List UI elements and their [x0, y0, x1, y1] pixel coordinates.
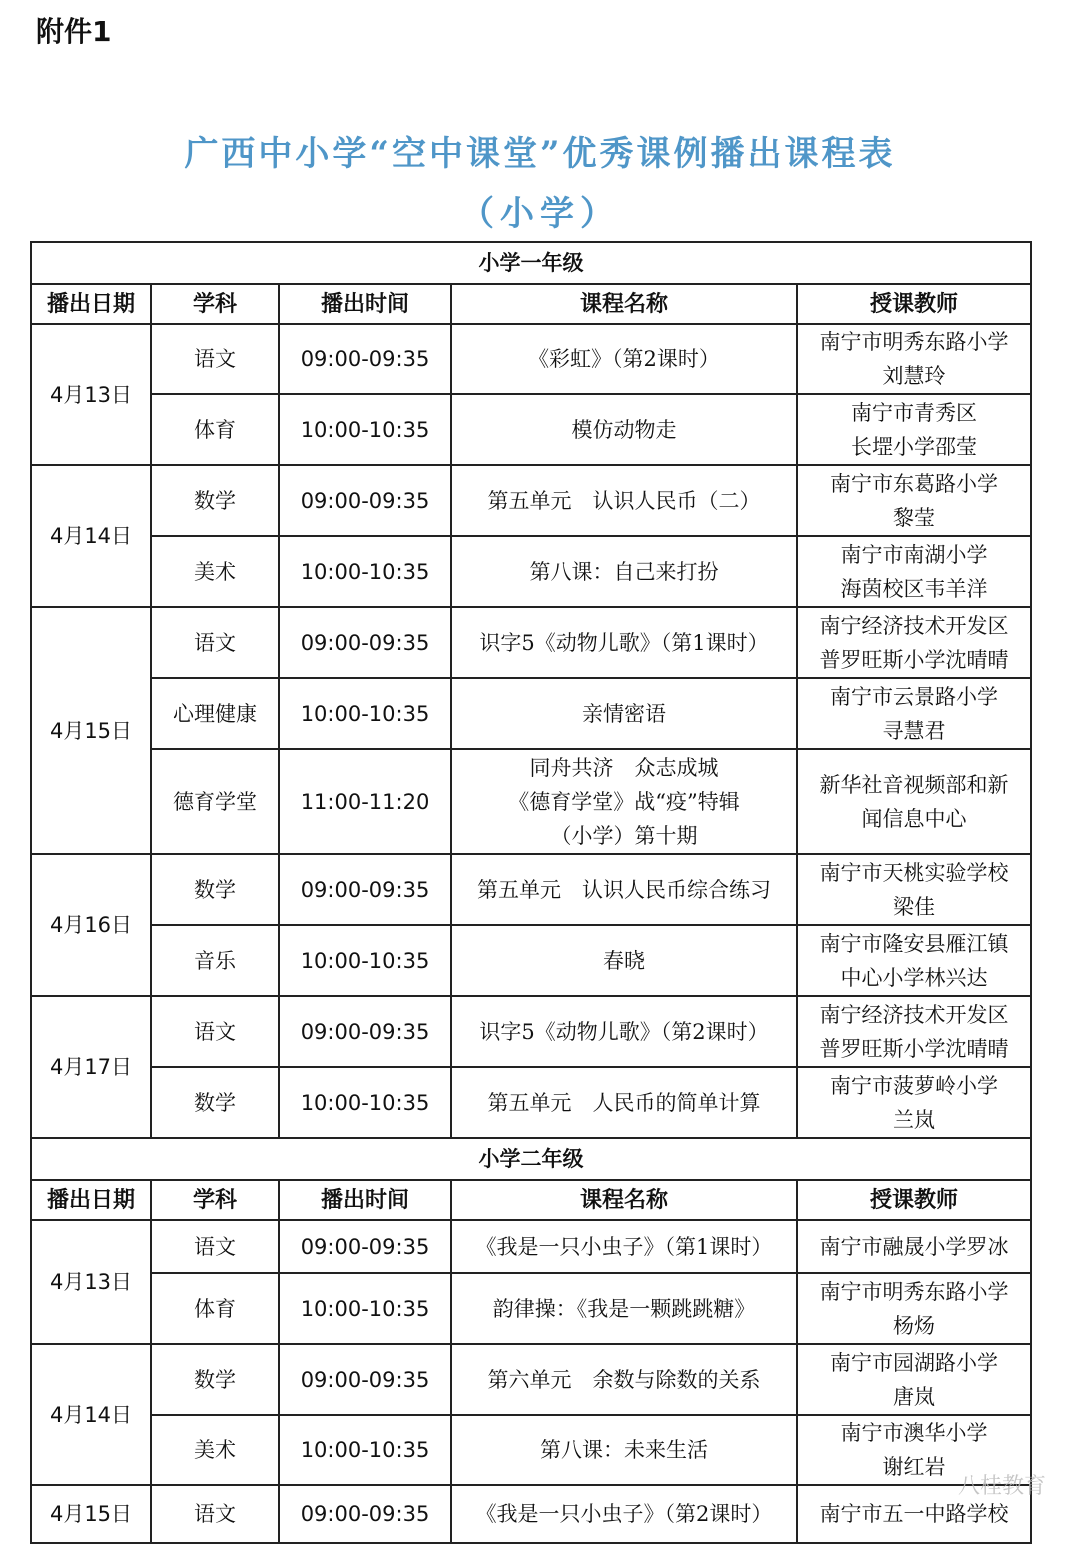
teacher-line: 南宁市东葛路小学 — [830, 471, 998, 496]
teacher-cell — [797, 1344, 1031, 1415]
table-row — [31, 536, 1031, 607]
time-cell: 11:00-11:20 — [279, 749, 451, 854]
table-row — [31, 1344, 1031, 1415]
table-row — [31, 925, 1031, 996]
teacher-line: 南宁市菠萝岭小学 — [830, 1073, 998, 1098]
teacher-line: 南宁市隆安县雁江镇 — [819, 931, 1009, 956]
subject-cell: 数学 — [151, 854, 279, 925]
section-title: 小学二年级 — [31, 1138, 1031, 1180]
course-line: 识字5《动物儿歌》（第2课时） — [479, 1019, 769, 1044]
subject-cell: 德育学堂 — [151, 749, 279, 854]
course-cell — [451, 324, 797, 394]
subject-cell: 语文 — [151, 996, 279, 1067]
course-cell — [451, 1220, 797, 1273]
teacher-cell — [797, 1273, 1031, 1344]
table-row — [31, 996, 1031, 1067]
subject-cell: 心理健康 — [151, 678, 279, 749]
time-cell: 09:00-09:35 — [279, 607, 451, 678]
subject-cell: 数学 — [151, 465, 279, 536]
teacher-line: 谢红岩 — [882, 1455, 946, 1479]
attachment-label: 附件1 — [36, 15, 112, 48]
teacher-cell — [797, 749, 1031, 854]
section-row — [31, 1138, 1031, 1180]
date-cell: 4月14日 — [31, 465, 151, 607]
table-row — [31, 1485, 1031, 1543]
teacher-line: 南宁市澳华小学 — [840, 1421, 988, 1445]
course-line: 识字5《动物儿歌》（第1课时） — [479, 630, 769, 655]
course-line: 模仿动物走 — [571, 417, 677, 442]
header-row — [31, 1180, 1031, 1220]
table-row — [31, 1067, 1031, 1138]
course-cell — [451, 854, 797, 925]
subject-cell: 语文 — [151, 607, 279, 678]
table-row — [31, 854, 1031, 925]
table-row — [31, 749, 1031, 854]
time-cell: 09:00-09:35 — [279, 1344, 451, 1415]
time-cell: 10:00-10:35 — [279, 925, 451, 996]
course-cell — [451, 1485, 797, 1543]
course-cell — [451, 1415, 797, 1485]
teacher-line: 黎莹 — [893, 505, 935, 530]
subject-cell: 语文 — [151, 324, 279, 394]
date-cell: 4月15日 — [31, 1485, 151, 1543]
course-line: 第五单元 人民币的简单计算 — [487, 1090, 761, 1115]
teacher-cell — [797, 394, 1031, 465]
date-cell: 4月15日 — [31, 607, 151, 854]
teacher-line: 普罗旺斯小学沈晴晴 — [819, 1036, 1009, 1061]
teacher-line: 新华社音视频部和新 — [819, 772, 1009, 797]
table-row — [31, 465, 1031, 536]
time-cell: 09:00-09:35 — [279, 1485, 451, 1543]
teacher-line: 南宁市云景路小学 — [830, 684, 998, 709]
teacher-line: 南宁市青秀区 — [851, 400, 977, 425]
time-cell: 09:00-09:35 — [279, 324, 451, 394]
teacher-line: 南宁市五一中路学校 — [819, 1502, 1009, 1526]
course-line: 《我是一只小虫子》（第1课时） — [475, 1234, 773, 1259]
teacher-line: 兰岚 — [893, 1107, 935, 1132]
header-time: 播出时间 — [279, 284, 451, 324]
table-row — [31, 1273, 1031, 1344]
teacher-cell — [797, 925, 1031, 996]
teacher-line: 杨炀 — [893, 1313, 935, 1338]
teacher-line: 南宁市融晟小学罗冰 — [819, 1234, 1009, 1259]
course-cell — [451, 607, 797, 678]
course-line: 第六单元 余数与除数的关系 — [487, 1367, 761, 1392]
course-cell — [451, 465, 797, 536]
course-cell — [451, 1344, 797, 1415]
teacher-line: 寻慧君 — [882, 718, 946, 743]
time-cell: 10:00-10:35 — [279, 678, 451, 749]
date-cell: 4月13日 — [31, 1220, 151, 1344]
course-line: 同舟共济 众志成城 — [529, 755, 719, 780]
subject-cell: 美术 — [151, 536, 279, 607]
table-row — [31, 607, 1031, 678]
course-line: 第五单元 认识人民币（二） — [487, 488, 761, 513]
course-cell — [451, 925, 797, 996]
header-subject: 学科 — [151, 1180, 279, 1220]
course-cell — [451, 996, 797, 1067]
course-cell — [451, 536, 797, 607]
teacher-line: 海茵校区韦羊洋 — [840, 576, 988, 601]
table-row — [31, 1220, 1031, 1273]
teacher-cell — [797, 1067, 1031, 1138]
teacher-cell — [797, 678, 1031, 749]
teacher-cell — [797, 324, 1031, 394]
course-line: 第八课：自己来打扮 — [529, 559, 719, 584]
course-line: 春晓 — [603, 948, 645, 973]
teacher-line: 南宁市明秀东路小学 — [819, 1279, 1009, 1304]
teacher-line: 南宁经济技术开发区 — [819, 613, 1009, 638]
time-cell: 10:00-10:35 — [279, 536, 451, 607]
course-line: 《德育学堂》战“疫”特辑 — [508, 789, 740, 814]
time-cell: 10:00-10:35 — [279, 1415, 451, 1485]
subject-cell: 数学 — [151, 1067, 279, 1138]
teacher-line: 梁佳 — [893, 894, 935, 919]
time-cell: 09:00-09:35 — [279, 1220, 451, 1273]
course-line: （小学）第十期 — [550, 823, 698, 848]
course-line: 亲情密语 — [582, 701, 666, 726]
header-time: 播出时间 — [279, 1180, 451, 1220]
course-cell — [451, 1273, 797, 1344]
subject-cell: 体育 — [151, 1273, 279, 1344]
time-cell: 10:00-10:35 — [279, 394, 451, 465]
teacher-line: 南宁市南湖小学 — [840, 542, 988, 567]
teacher-cell — [797, 465, 1031, 536]
teacher-line: 南宁市明秀东路小学 — [819, 330, 1009, 354]
teacher-line: 刘慧玲 — [882, 364, 946, 388]
teacher-cell — [797, 536, 1031, 607]
header-subject: 学科 — [151, 284, 279, 324]
header-teacher: 授课教师 — [797, 1180, 1031, 1220]
time-cell: 09:00-09:35 — [279, 854, 451, 925]
table-row — [31, 394, 1031, 465]
course-line: 《彩虹》（第2课时） — [528, 347, 720, 371]
table-row — [31, 1415, 1031, 1485]
teacher-cell — [797, 607, 1031, 678]
subject-cell: 语文 — [151, 1220, 279, 1273]
course-cell — [451, 678, 797, 749]
course-line: 《我是一只小虫子》（第2课时） — [475, 1502, 773, 1526]
teacher-line: 南宁市天桃实验学校 — [819, 860, 1009, 885]
time-cell: 09:00-09:35 — [279, 465, 451, 536]
table-row — [31, 678, 1031, 749]
time-cell: 10:00-10:35 — [279, 1273, 451, 1344]
course-line: 第五单元 认识人民币综合练习 — [477, 877, 771, 902]
teacher-line: 闻信息中心 — [861, 806, 967, 831]
subject-cell: 体育 — [151, 394, 279, 465]
subject-cell: 语文 — [151, 1485, 279, 1543]
table-row — [31, 324, 1031, 394]
course-cell — [451, 749, 797, 854]
date-cell: 4月17日 — [31, 996, 151, 1138]
header-row — [31, 284, 1031, 324]
header-date: 播出日期 — [31, 284, 151, 324]
course-line: 第八课：未来生活 — [540, 1438, 708, 1462]
section-title: 小学一年级 — [31, 242, 1031, 284]
teacher-line: 长堽小学邵莹 — [851, 434, 977, 459]
section-row — [31, 242, 1031, 284]
teacher-line: 中心小学林兴达 — [840, 965, 988, 990]
subject-cell: 美术 — [151, 1415, 279, 1485]
date-cell: 4月16日 — [31, 854, 151, 996]
date-cell: 4月14日 — [31, 1344, 151, 1485]
time-cell: 09:00-09:35 — [279, 996, 451, 1067]
subject-cell: 数学 — [151, 1344, 279, 1415]
course-cell — [451, 394, 797, 465]
teacher-line: 普罗旺斯小学沈晴晴 — [819, 647, 1009, 672]
teacher-line: 南宁市园湖路小学 — [830, 1350, 998, 1375]
teacher-cell — [797, 996, 1031, 1067]
teacher-line: 唐岚 — [893, 1384, 935, 1409]
course-cell — [451, 1067, 797, 1138]
page-title: 广西中小学“空中课堂”优秀课例播出课程表 — [184, 134, 896, 174]
course-line: 韵律操：《我是一颗跳跳糖》 — [492, 1296, 756, 1321]
header-teacher: 授课教师 — [797, 284, 1031, 324]
teacher-cell — [797, 1220, 1031, 1273]
teacher-line: 南宁经济技术开发区 — [819, 1002, 1009, 1027]
teacher-cell — [797, 854, 1031, 925]
date-cell: 4月13日 — [31, 324, 151, 465]
subject-cell: 音乐 — [151, 925, 279, 996]
header-course: 课程名称 — [451, 284, 797, 324]
schedule-table — [30, 241, 1032, 1544]
watermark: 八桂教育 — [957, 1474, 1046, 1499]
header-date: 播出日期 — [31, 1180, 151, 1220]
time-cell: 10:00-10:35 — [279, 1067, 451, 1138]
header-course: 课程名称 — [451, 1180, 797, 1220]
page-subtitle: （小学） — [460, 194, 620, 234]
